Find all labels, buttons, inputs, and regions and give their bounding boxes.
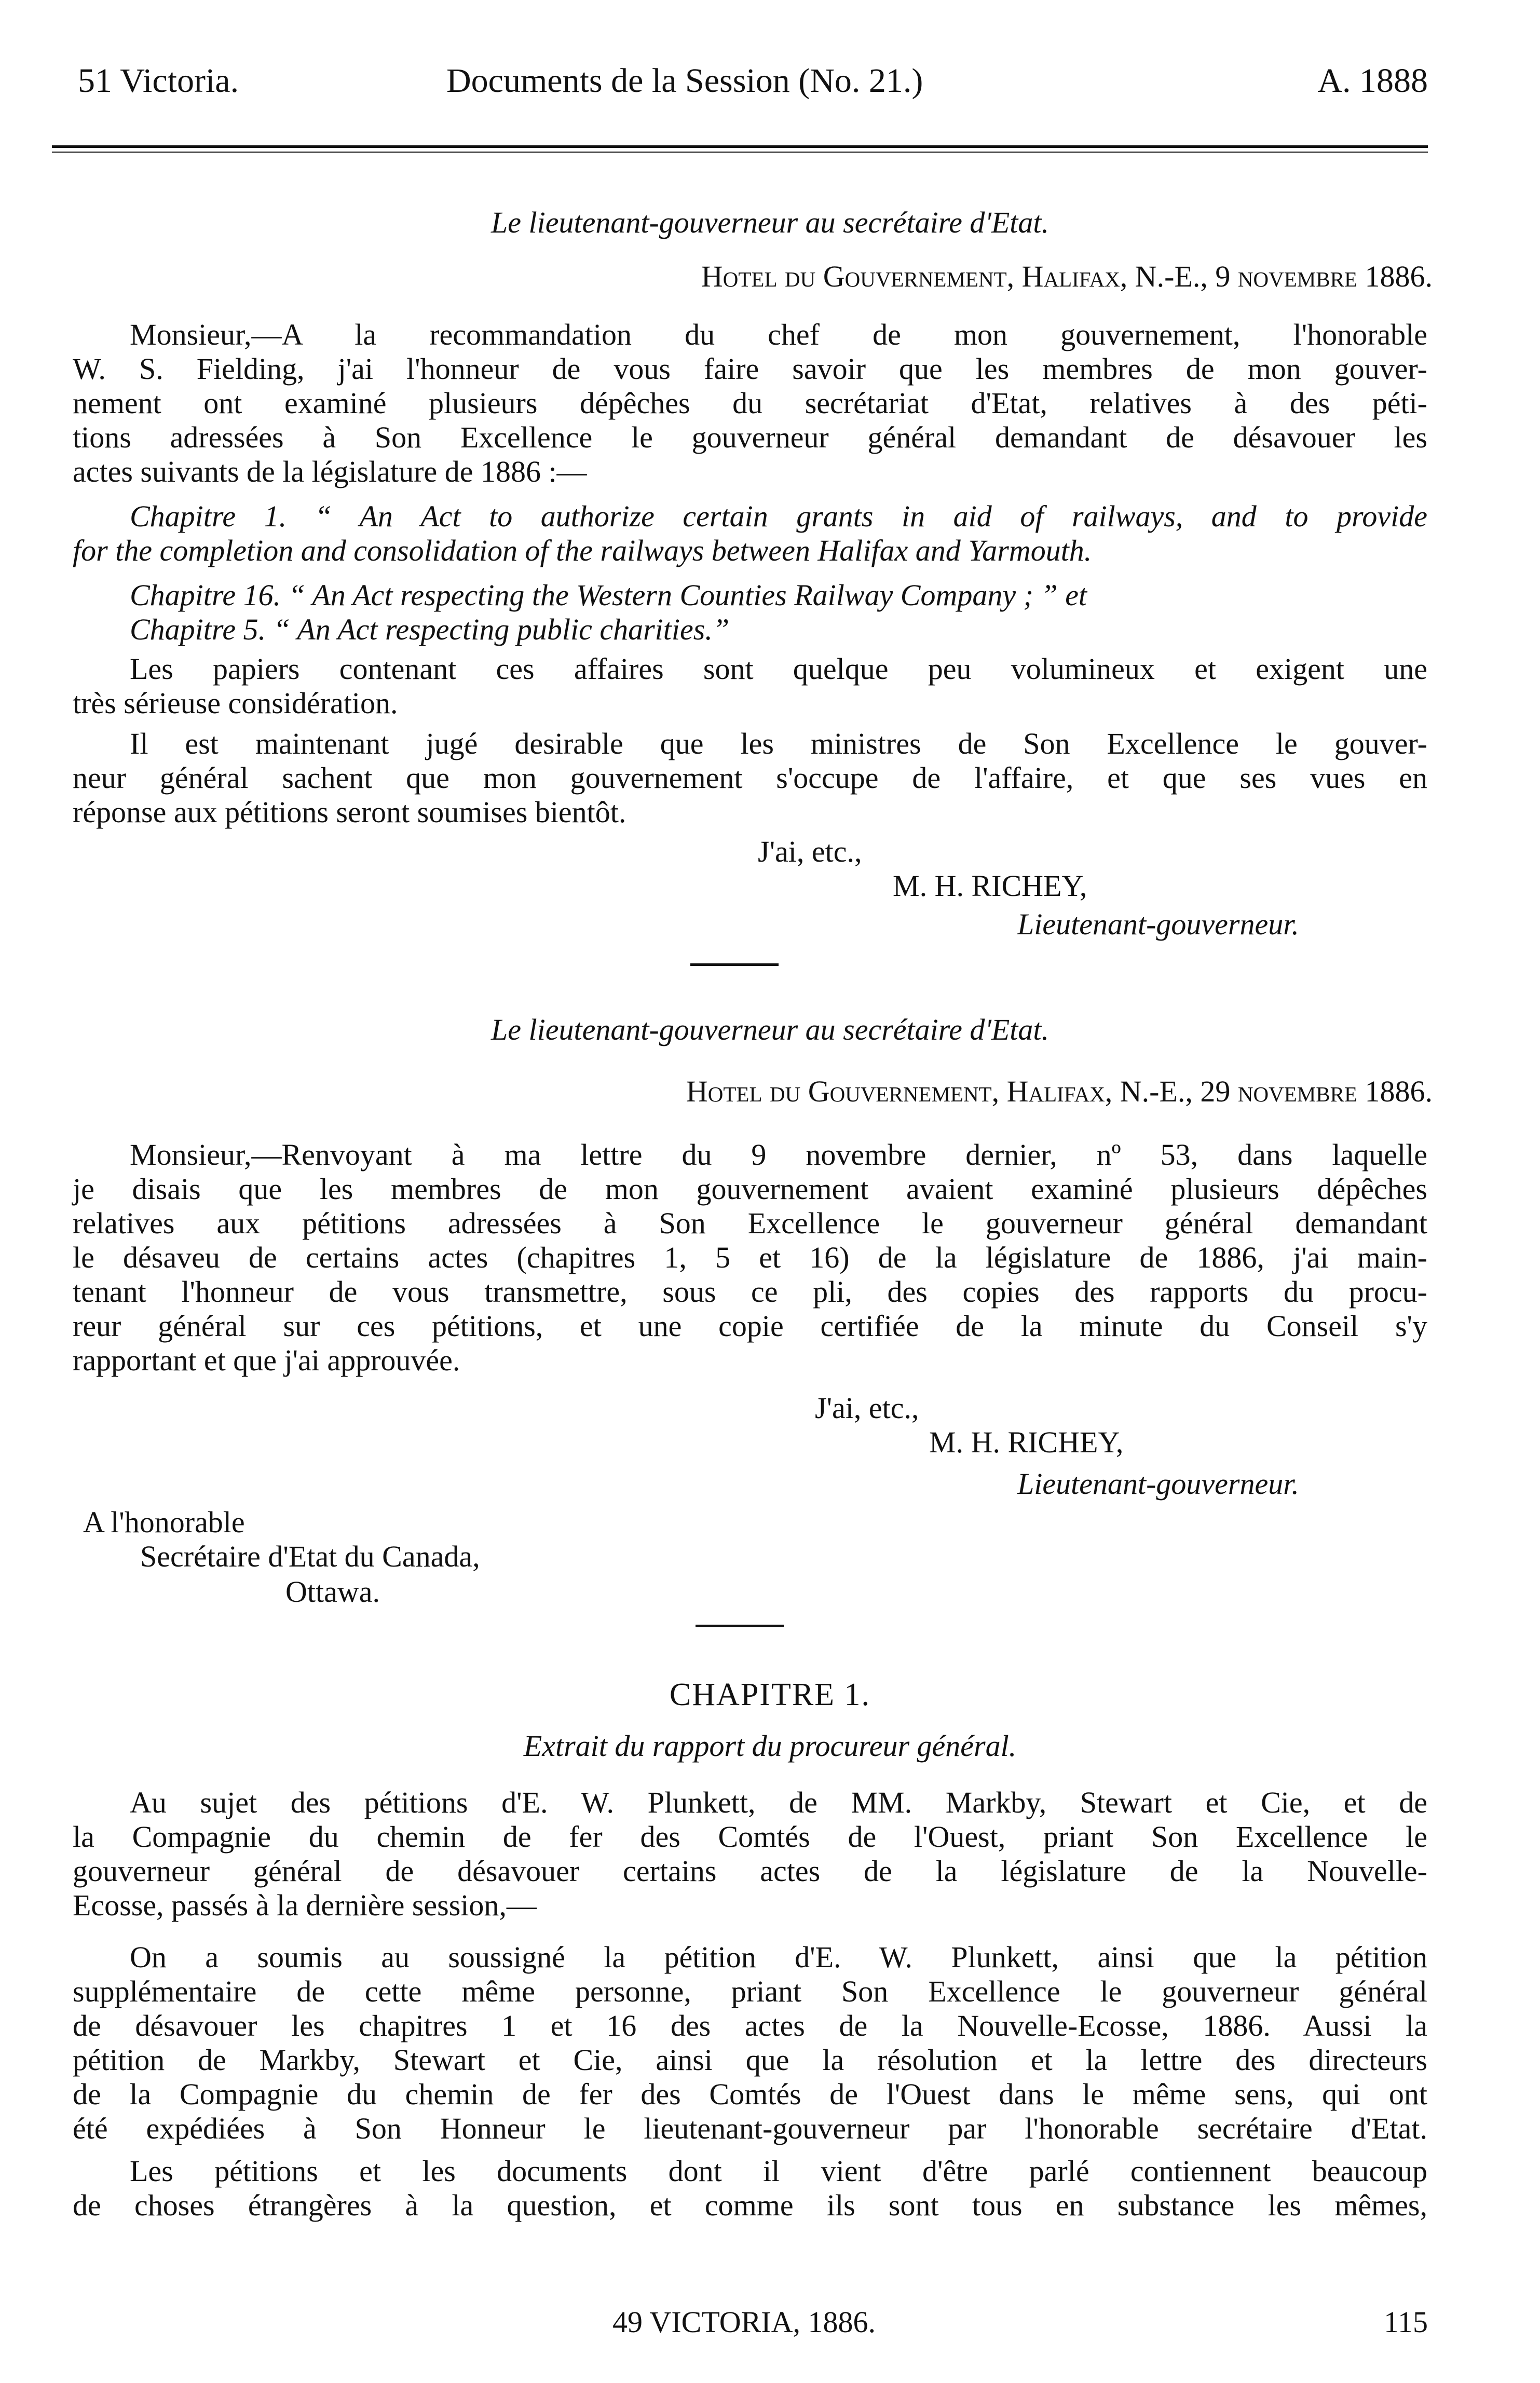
header-rule-thick [52,145,1428,148]
chapter-para2-line: Les pétitions et les documents dont il vient d'être parlé contiennent beaucoup [130,2154,1427,2188]
letter2-line: reur général sur ces pétitions, et une copie certifiée de la minute du Conseil s'y [73,1309,1427,1343]
letter2-place-date [405,1074,1433,1109]
letter1-signer-title: Lieutenant-gouverneur. [1017,907,1299,941]
chapter-intro-line: Au sujet des pétitions d'E. W. Plunkett, de MM. Markby, Stewart et Cie, et de [130,1786,1427,1819]
letter2-line: je disais que les membres de mon gouvernement avaient examiné plusieurs dépêches [73,1172,1427,1206]
letter1-para3-line: neur général sachent que mon gouvernement s'occupe de l'affaire, et que ses vues en [73,761,1427,795]
chapter-para1-line: On a soumis au soussigné la pétition d'E. W. Plunkett, ainsi que la pétition [130,1940,1427,1974]
letter2-line: relatives aux pétitions adressées à Son Excellence le gouverneur général demandant [73,1206,1427,1240]
letter2-line: rapportant et que j'ai approuvée. [73,1343,460,1377]
letter2-signer-title: Lieutenant-gouverneur. [1017,1467,1299,1501]
letter2-line: tenant l'honneur de vous transmettre, sous ce pli, des copies des rapports du procu- [73,1275,1427,1309]
letter1-line: actes suivants de la législature de 1886 :— [73,455,587,488]
separator [690,963,779,966]
chapter-para2-line: de choses étrangères à la question, et comme ils sont tous en substance les mêmes, [73,2188,1427,2222]
letter1-para2-line: Les papiers contenant ces affaires sont quelque peu volumineux et exigent une [130,652,1427,686]
footer-volume: 49 VICTORIA, 1886. [612,2305,876,2339]
letter2-title: Le lieutenant-gouverneur au secrétaire d'Etat. [491,1013,1049,1046]
header-rule-thin [52,152,1428,153]
letter1-place-date-text: Hotel du Gouvernement, Halifax, N.-E., 9 novembre 1886. [701,260,1433,293]
letter1-signer: M. H. RICHEY, [893,869,1087,903]
chapter-para1-line: de désavouer les chapitres 1 et 16 des actes de la Nouvelle-Ecosse, 1886. Aussi la [73,2009,1427,2042]
letter1-title: Le lieutenant-gouverneur au secrétaire d'Etat. [491,206,1049,239]
letter1-place-date [405,260,1433,294]
page-number: 115 [1384,2305,1428,2339]
chapter-subtitle: Extrait du rapport du procureur général. [523,1729,1017,1763]
chapter-heading: CHAPITRE 1. [669,1677,871,1712]
letter1-chapter1-cont: for the completion and consolidation of the railways between Halifax and Yarmouth. [73,534,1092,567]
chapter-intro-line: la Compagnie du chemin de fer des Comtés de l'Ouest, priant Son Excellence le [73,1820,1427,1854]
addressee-line: Secrétaire d'Etat du Canada, [140,1540,480,1573]
letter1-para2-line: très sérieuse considération. [73,686,398,720]
chapter-para1-line: de la Compagnie du chemin de fer des Comtés de l'Ouest dans le même sens, qui ont [73,2077,1427,2111]
letter1-closing: J'ai, etc., [758,835,862,868]
chapter-para1-line: supplémentaire de cette même personne, priant Son Excellence le gouverneur général [73,1975,1427,2008]
running-header [0,61,1540,108]
letter1-line: Monsieur,—A la recommandation du chef de mon gouvernement, l'honorable [130,318,1427,351]
letter2-signer: M. H. RICHEY, [929,1425,1124,1459]
separator [696,1625,784,1627]
letter1-para3-line: réponse aux pétitions seront soumises bientôt. [73,795,626,829]
letter2-place-date-text: Hotel du Gouvernement, Halifax, N.-E., 29 novembre 1886. [686,1074,1433,1108]
header-session: 51 Victoria. [78,62,239,100]
addressee-line: A l'honorable [83,1505,245,1539]
letter1-chapter5: Chapitre 5. “ An Act respecting public charities.” [130,612,730,646]
chapter-intro-line: Ecosse, passés à la dernière session,— [73,1888,537,1922]
letter1-line: W. S. Fielding, j'ai l'honneur de vous faire savoir que les membres de mon gouver- [73,352,1427,386]
letter2-closing: J'ai, etc., [815,1391,919,1425]
header-year: A. 1888 [1317,62,1428,100]
letter1-line: tions adressées à Son Excellence le gouverneur général demandant de désavouer les [73,420,1427,454]
header-document-title: Documents de la Session (No. 21.) [446,62,923,100]
letter1-chapter16: Chapitre 16. “ An Act respecting the Western Counties Railway Company ; ” et [130,578,1087,612]
chapter-para1-line: pétition de Markby, Stewart et Cie, ainsi que la résolution et la lettre des directeurs [73,2043,1427,2077]
chapter-para1-line: été expédiées à Son Honneur le lieutenant-gouverneur par l'honorable secrétaire d'Etat. [73,2112,1427,2145]
letter1-para3-line: Il est maintenant jugé desirable que les ministres de Son Excellence le gouver- [130,727,1427,760]
addressee-line: Ottawa. [285,1575,380,1609]
letter1-chapter1: Chapitre 1. “ An Act to authorize certain grants in aid of railways, and to provide [130,499,1427,533]
chapter-intro-line: gouverneur général de désavouer certains actes de la législature de la Nouvelle- [73,1854,1427,1888]
letter1-line: nement ont examiné plusieurs dépêches du secrétariat d'Etat, relatives à des péti- [73,386,1427,420]
letter2-line: le désaveu de certains actes (chapitres 1, 5 et 16) de la législature de 1886, j'ai main- [73,1241,1427,1274]
letter2-line: Monsieur,—Renvoyant à ma lettre du 9 novembre dernier, nº 53, dans laquelle [130,1138,1427,1172]
